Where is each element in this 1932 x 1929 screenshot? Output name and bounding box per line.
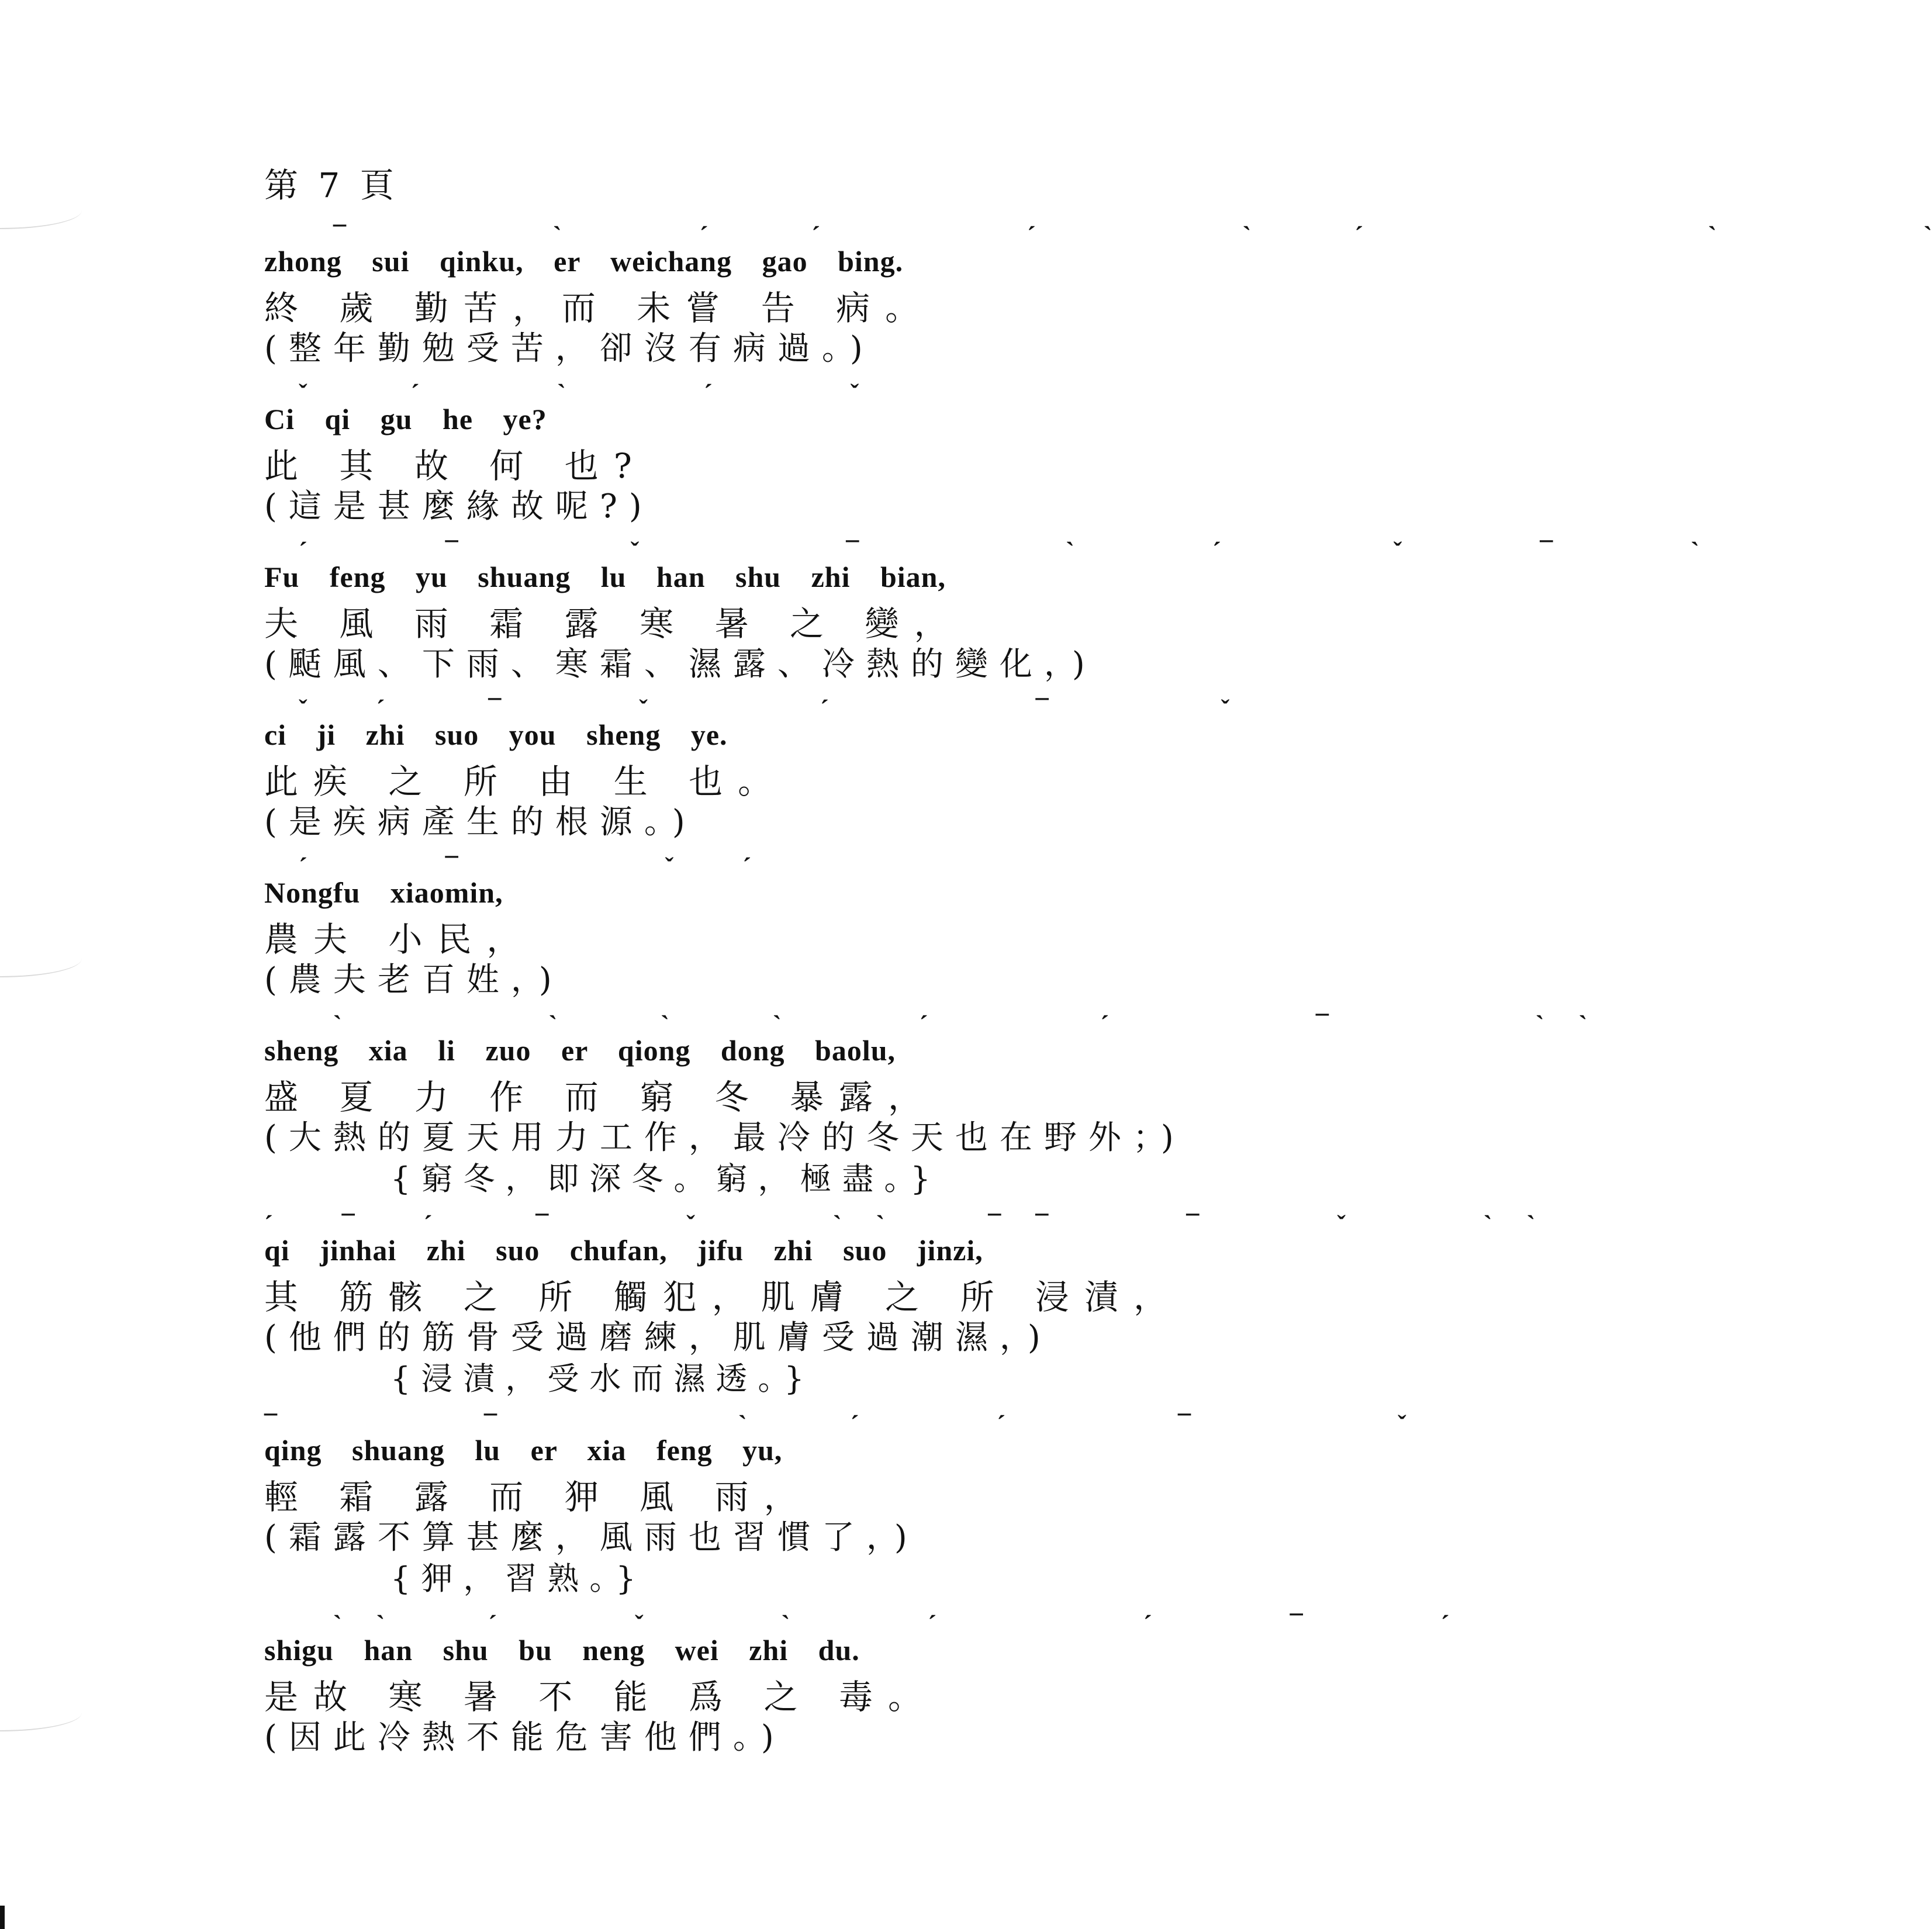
translation-line: (他們的筋骨受過磨練，肌膚受過潮濕，): [264, 1319, 1052, 1357]
page-number-header: 第 7 頁: [264, 165, 399, 205]
pinyin-line: qing shuang lu er xia feng yu,: [264, 1434, 783, 1467]
tone-marks: ˋ ˋ ˊ ˇ ˋ ˊ ˊ ¯ ˊ: [264, 1610, 1450, 1639]
tone-marks: ¯ ˋ ˊ ˊ ˊ ˋ ˊ ˋ ˋ: [264, 222, 1932, 250]
translation-line: (大熱的夏天用力工作，最冷的冬天也在野外；): [264, 1119, 1186, 1157]
hanzi-line: 輕 霜 露 而 狎 風 雨，: [264, 1477, 813, 1517]
translation-line: (整年勤勉受苦，卻沒有病過。): [264, 330, 875, 368]
hanzi-line: 夫 風 雨 霜 露 寒 暑 之 變，: [264, 604, 963, 644]
hanzi-line: 農夫 小民，: [264, 919, 536, 959]
hanzi-line: 此 其 故 何 也?: [264, 446, 647, 486]
translation-line: (農夫老百姓，): [264, 961, 564, 999]
pinyin-line: sheng xia li zuo er qiong dong baolu,: [264, 1034, 896, 1067]
tone-marks: ¯ ¯ ˋ ˊ ˊ ¯ ˇ: [264, 1411, 1406, 1439]
annotation-note: {浸漬，受水而濕透。}: [390, 1360, 815, 1397]
pinyin-line: zhong sui qinku, er weichang gao bing.: [264, 245, 904, 278]
hanzi-line: 是故 寒 暑 不 能 爲 之 毒。: [264, 1677, 938, 1717]
scan-edge-mark: [0, 1713, 82, 1731]
pinyin-line: Ci qi gu he ye?: [264, 403, 547, 435]
pinyin-line: Nongfu xiaomin,: [264, 876, 503, 909]
pinyin-line: ci ji zhi suo you sheng ye.: [264, 718, 728, 751]
tone-marks: ˊ ¯ ˇ ¯ ˋ ˊ ˇ ¯ ˋ: [264, 537, 1699, 566]
translation-line: (霜露不算甚麼，風雨也習慣了，): [264, 1519, 919, 1557]
tone-marks: ˊ ¯ ˊ ¯ ˇ ˋ ˋ ¯ ¯ ¯ ˇ ˋ ˋ: [264, 1211, 1536, 1239]
annotation-note: {狎，習熟。}: [390, 1560, 647, 1597]
hanzi-line: 此疾 之 所 由 生 也。: [264, 762, 787, 801]
annotation-note: {窮冬，即深冬。窮，極盡。}: [390, 1160, 941, 1197]
translation-line: (是疾病產生的根源。): [264, 803, 697, 841]
hanzi-line: 盛 夏 力 作 而 窮 冬 暴露，: [264, 1077, 938, 1117]
scan-edge-mark: [0, 210, 82, 229]
tone-marks: ˇ ˊ ˋ ˊ ˇ: [264, 379, 859, 408]
scan-edge-mark: [0, 959, 82, 977]
pinyin-line: shigu han shu bu neng wei zhi du.: [264, 1634, 860, 1667]
tone-marks: ˊ ¯ ˇ ˊ: [264, 853, 751, 881]
hanzi-line: 其 筋骸 之 所 觸犯，肌膚 之 所 浸漬，: [264, 1277, 1183, 1317]
translation-line: (因此冷熱不能危害他們。): [264, 1719, 786, 1757]
pinyin-line: Fu feng yu shuang lu han shu zhi bian,: [264, 561, 946, 593]
tone-marks: ˋ ˋ ˋ ˋ ˊ ˊ ¯ ˋ ˋ: [264, 1011, 1588, 1039]
translation-line: (這是甚麼緣故呢?): [264, 488, 654, 526]
translation-line: (颳風、下雨、寒霜、濕露、冷熱的變化，): [264, 645, 1097, 683]
tone-marks: ˇ ˊ ¯ ˇ ˊ ¯ ˇ: [264, 695, 1230, 724]
scan-corner-mark: [0, 1906, 5, 1929]
hanzi-line: 終 歲 勤苦，而 未嘗 告 病。: [264, 288, 935, 328]
pinyin-line: qi jinhai zhi suo chufan, jifu zhi suo jinzi,: [264, 1234, 983, 1267]
